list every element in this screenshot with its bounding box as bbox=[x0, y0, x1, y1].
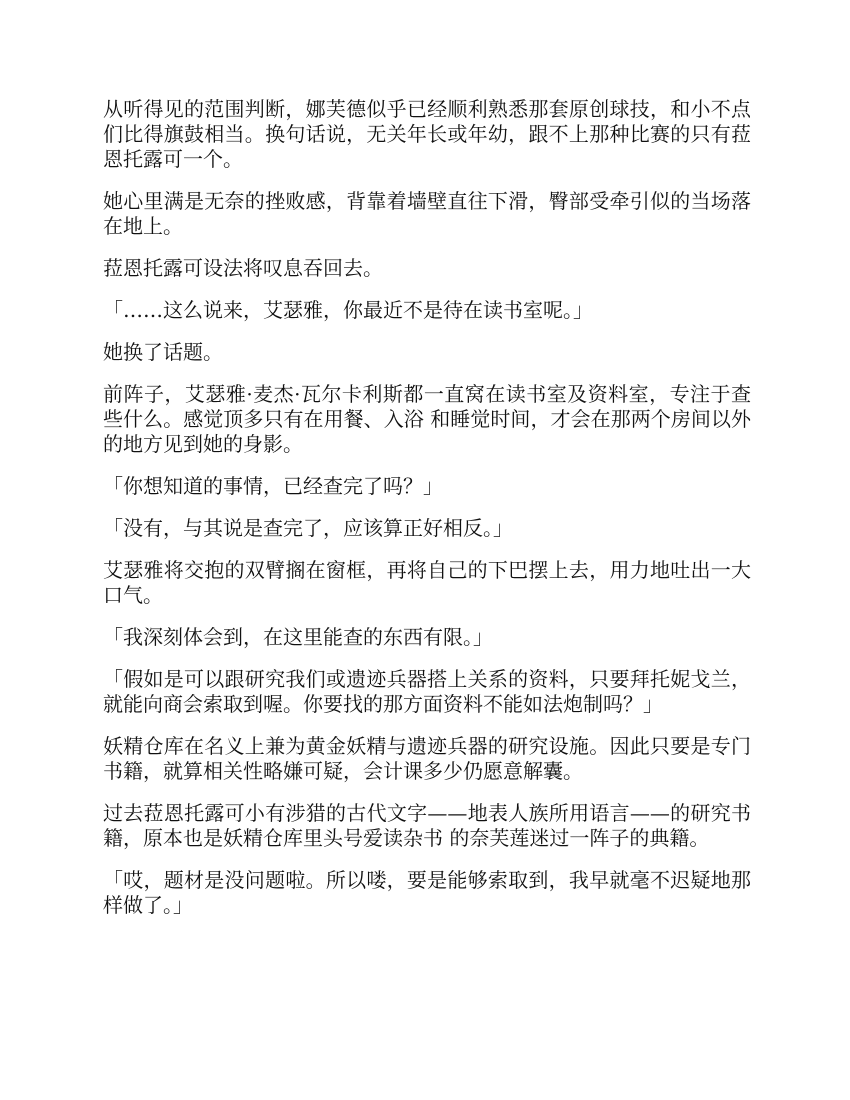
paragraph: 她换了话题。 bbox=[103, 340, 223, 364]
paragraph: 她心里满是无奈的挫败感，背靠着墙壁直往下滑，臀部受牵引似的当场落在地上。 bbox=[103, 189, 751, 238]
paragraph: 菈恩托露可设法将叹息吞回去。 bbox=[103, 256, 383, 280]
document-page bbox=[103, 97, 751, 935]
paragraph: 「哎，题材是没问题啦。所以喽，要是能够索取到，我早就毫不迟疑地那样做了。」 bbox=[103, 868, 751, 917]
paragraph: 过去菈恩托露可小有涉猎的古代文字——地表人族所用语言——的研究书籍，原本也是妖精仓库里头号爱读杂书 的奈芙莲迷过一阵子的典籍。 bbox=[103, 801, 751, 850]
paragraph: 「你想知道的事情，已经查完了吗？」 bbox=[103, 474, 443, 498]
paragraph: 前阵子，艾瑟雅·麦杰·瓦尔卡利斯都一直窝在读书室及资料室，专注于查些什么。感觉顶多只有在用餐、入浴 和睡觉时间，才会在那两个房间以外的地方见到她的身影。 bbox=[103, 382, 751, 456]
paragraph: 「我深刻体会到，在这里能查的东西有限。」 bbox=[103, 625, 493, 649]
paragraph: 「没有，与其说是查完了，应该算正好相反。」 bbox=[103, 516, 513, 540]
paragraph: 「假如是可以跟研究我们或遗迹兵器搭上关系的资料，只要拜托妮戈兰，就能向商会索取到喔。你要找的那方面资料不能如法炮制吗？」 bbox=[103, 667, 751, 716]
paragraph: 从听得见的范围判断，娜芙德似乎已经顺利熟悉那套原创球技，和小不点们比得旗鼓相当。换句话说，无关年长或年幼，跟不上那种比赛的只有菈恩托露可一个。 bbox=[103, 97, 751, 171]
paragraph: 艾瑟雅将交抱的双臂搁在窗框，再将自己的下巴摆上去，用力地吐出一大口气。 bbox=[103, 558, 751, 607]
paragraph: 「……这么说来，艾瑟雅，你最近不是待在读书室呢。」 bbox=[103, 298, 593, 322]
paragraph: 妖精仓库在名义上兼为黄金妖精与遗迹兵器的研究设施。因此只要是专门书籍，就算相关性略嫌可疑，会计课多少仍愿意解囊。 bbox=[103, 734, 751, 783]
